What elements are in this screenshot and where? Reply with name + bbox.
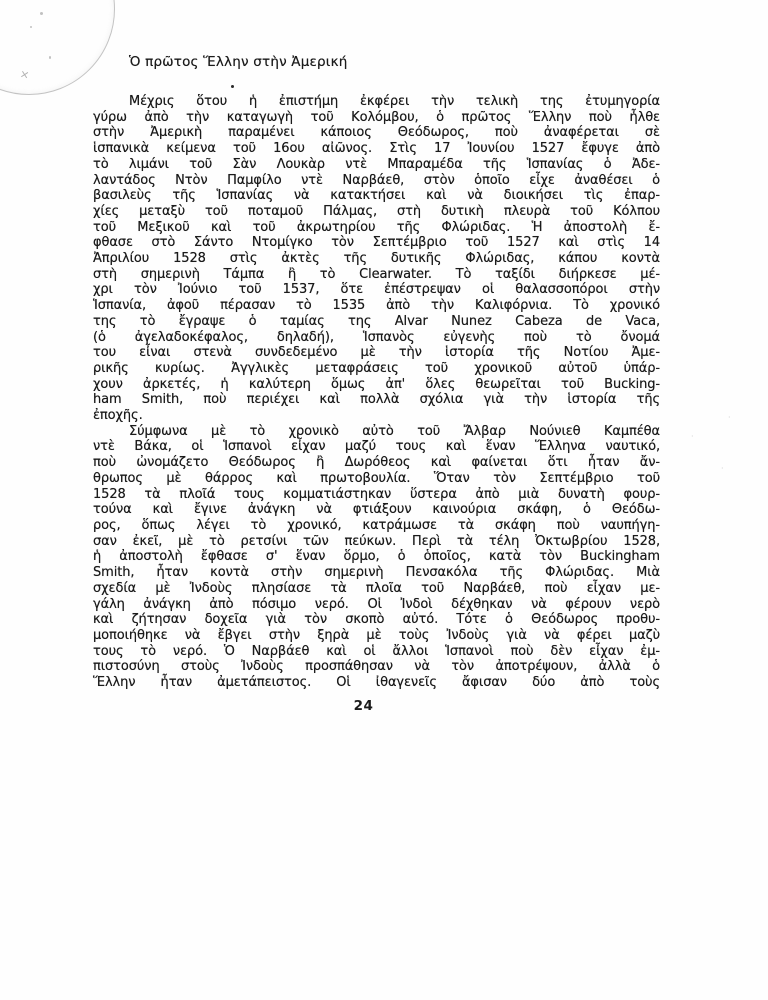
text-line: φθασε στὸ Σάντο Ντομίγκο τὸν Σεπτέμβριο τοῦ 1527 καὶ στὶς 14 [93, 235, 660, 251]
text-line: χουν ἀρκετές, ἡ καλύτερη ὅμως ἀπ' ὅλες θεωρεῖται τοῦ Bucking- [93, 376, 660, 392]
text-line: Σύμφωνα μὲ τὸ χρονικὸ αὐτὸ τοῦ Ἄλβαρ Νούνιεθ Καμπέθα [129, 423, 660, 439]
stamp-smudge-mark: × [18, 67, 31, 82]
text-line: ἱσπανικὰ κείμενα τοῦ 16ου αἰῶνος. Στὶς 17 Ἰουνίου 1527 ἔφυγε ἀπὸ [93, 141, 660, 157]
text-line: καὶ ζήτησαν δοχεῖα γιὰ τὸν σκοπὸ αὐτό. Τότε ὁ Θεόδωρος προθυ- [93, 612, 660, 628]
stamp-speck [30, 26, 32, 28]
text-line: βασιλεὺς τῆς Ἱσπανίας νὰ κατακτήσει καὶ νὰ διοικήσει τὶς ἐπαρ- [93, 188, 660, 204]
text-line: χρι τὸν Ἰούνιο τοῦ 1537, ὅτε ἐπέστρεψαν οἱ θαλασσοπόροι στὴν [93, 282, 660, 298]
text-line: θρωπος μὲ θάρρος καὶ πρωτοβουλία. Ὅταν τὸν Σεπτέμβριο τοῦ [93, 470, 660, 486]
text-line: Ἀπριλίου 1528 στὶς ἀκτὲς τῆς δυτικῆς Φλώριδας, κάπου κοντὰ [93, 251, 660, 267]
margin-speck: · [691, 432, 694, 441]
text-line: ντὲ Βάκα, οἱ Ἱσπανοὶ εἶχαν μαζύ τους καὶ ἕναν Ἕλληνα ναυτικό, [93, 439, 660, 455]
body-text [93, 94, 660, 691]
text-line: χίες μεταξὺ τοῦ ποταμοῦ Πάλμας, στὴ δυτικὴ πλευρὰ τοῦ Κόλπου [93, 203, 660, 219]
stamp-speck [49, 56, 51, 59]
margin-speck: · [728, 413, 731, 422]
text-line: ρος, ὅπως λέγει τὸ χρονικό, κατράμωσε τὰ σκάφη ποὺ ναυπήγη- [93, 517, 660, 533]
stamp-smudge-circle [0, 0, 115, 95]
text-line: σαν ἐκεῖ, μὲ τὸ ρετσίνι τῶν πεύκων. Περὶ τὰ τέλη Ὀκτωβρίου 1528, [93, 533, 660, 549]
text-line: σχεδία μὲ Ἰνδοὺς πλησίασε τὰ πλοῖα τοῦ Ναρβάεθ, ποὺ εἶχαν με- [93, 580, 660, 596]
text-line: πιστοσύνη στοὺς Ἰνδοὺς προσπάθησαν νὰ τὸν ἀποτρέψουν, ἀλλὰ ὁ [93, 659, 660, 675]
text-line: στὴν Ἀμερικὴ παραμένει κάποιος Θεόδωρος, ποὺ ἀναφέρεται σὲ [93, 125, 660, 141]
text-line: Ἕλλην ἦταν ἀμετάπειστος. Οἱ ἰθαγενεῖς ἄφισαν δύο ἀπὸ τοὺς [93, 675, 660, 691]
ink-speck [231, 85, 234, 88]
text-line: τούνα καὶ ἔγινε ἀνάγκη νὰ φτιάξουν καινούρια σκάφη, ὁ Θεόδω- [93, 502, 660, 518]
text-line: τους τὸ νερό. Ὁ Ναρβάεθ καὶ οἱ ἄλλοι Ἱσπανοὶ ποὺ δὲν εἶχαν ἐμ- [93, 643, 660, 659]
text-line: 1528 τὰ πλοῖά τους κομματιάστηκαν ὕστερα ἀπὸ μιὰ δυνατὴ φουρ- [93, 486, 660, 502]
text-line: γύρω ἀπὸ τὴν καταγωγὴ τοῦ Κολόμβου, ὁ πρῶτος Ἕλλην ποὺ ἦλθε [93, 109, 660, 125]
text-line: της τὸ ἔγραψε ὁ ταμίας της Alvar Nunez Cabeza de Vaca, [93, 313, 660, 329]
stamp-speck [40, 12, 43, 15]
text-line: τὸ λιμάνι τοῦ Σὰν Λουκὰρ ντὲ Μπαραμέδα τῆς Ἱσπανίας ὁ Ἀδε- [93, 156, 660, 172]
text-line: Μέχρις ὅτου ἡ ἐπιστήμη ἐκφέρει τὴν τελικὴ της ἐτυμηγορία [129, 94, 660, 109]
margin-speck: · [721, 464, 724, 473]
text-line: τοῦ Μεξικοῦ καὶ τοῦ ἀκρωτηρίου τῆς Φλώριδας. Ἡ ἀποστολὴ ἔ- [93, 219, 660, 235]
text-line: μοποιήθηκε νὰ ἔβγει στὴν ξηρὰ μὲ τοὺς Ἰνδοὺς γιὰ νὰ φέρει μαζὺ [93, 627, 660, 643]
text-line: του εἶναι στενὰ συνδεδεμένο μὲ τὴν ἱστορία τῆς Νοτίου Ἀμε- [93, 345, 660, 361]
text-line: ἡ ἀποστολὴ ἔφθασε σ' ἕναν ὅρμο, ὁ ὁποῖος, κατὰ τὸν Buckingham [93, 549, 660, 565]
text-line: ποὺ ὠνομάζετο Θεόδωρος ἢ Δωρόθεος καὶ φαίνεται ὅτι ἦταν ἄν- [93, 455, 660, 471]
text-line: ρικῆς κυρίως. Ἀγγλικὲς μεταφράσεις τοῦ χρονικοῦ αὐτοῦ ὑπάρ- [93, 360, 660, 376]
text-line: Ἱσπανία, ἀφοῦ πέρασαν τὸ 1535 ἀπὸ τὴν Καλιφόρνια. Τὸ χρονικό [93, 298, 660, 314]
text-line: λαντάδος Ντὸν Παμφίλο ντὲ Ναρβάεθ, στὸν ὁποῖο εἶχε ἀναθέσει ὁ [93, 172, 660, 188]
text-line: στὴ σημερινὴ Τάμπα ἢ τὸ Clearwater. Τὸ ταξίδι διήρκεσε μέ- [93, 266, 660, 282]
text-line: γάλη ἀνάγκη ἀπὸ πόσιμο νερό. Οἱ Ἰνδοὶ δέχθηκαν νὰ φέρουν νερὸ [93, 596, 660, 612]
page-title: Ὁ πρῶτος Ἕλλην στὴν Ἀμερική [129, 54, 348, 70]
text-line: ἐποχῆς. [93, 408, 143, 424]
text-line: Smith, ἦταν κοντὰ στὴν σημερινὴ Πενσακόλα τῆς Φλώριδας. Μιὰ [93, 565, 660, 581]
text-line: ham Smith, ποὺ περιέχει καὶ πολλὰ σχόλια γιὰ τὴν ἱστορία τῆς [93, 392, 660, 408]
text-line: (ὁ ἀγελαδοκέφαλος, δηλαδή), Ἱσπανὸς εὐγενὴς ποὺ τὸ ὄνομά [93, 329, 660, 345]
page-number: 24 [353, 698, 374, 714]
